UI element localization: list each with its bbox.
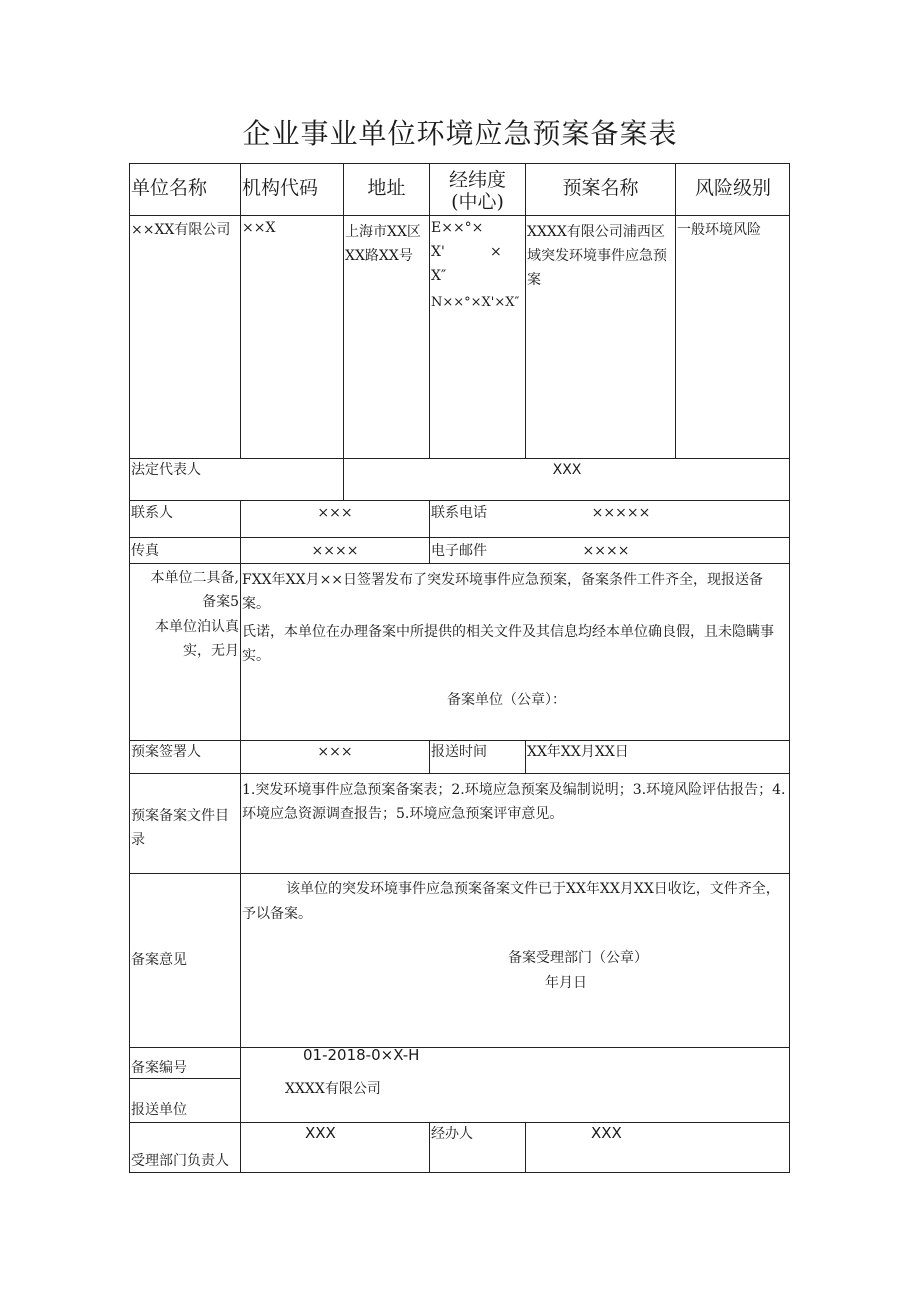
longitude-part: X' [431, 244, 445, 260]
row-line [129, 458, 790, 459]
email-value: ×××× [582, 543, 630, 559]
signer-label: 预案签署人 [131, 744, 201, 760]
accepting-dept-seal: 备案受理部门（公章） [508, 950, 648, 966]
row-line [129, 873, 790, 874]
header-risk-level: 风险级别 [694, 177, 771, 199]
filing-form-table [129, 163, 790, 1173]
declaration-paragraph: FXX年XX月××日签署发布了突发环境事件应急预案，备案条件工件齐全，现报送备案。 [242, 572, 764, 612]
longitude-part: × [490, 244, 502, 260]
row-line [129, 1078, 240, 1079]
col-line [343, 163, 344, 500]
col-line [429, 740, 430, 773]
phone-value: ××××× [591, 505, 651, 521]
header-latlng-center: (中心) [451, 191, 504, 213]
submit-time-label: 报送时间 [431, 744, 487, 760]
legal-rep-label: 法定代表人 [131, 462, 201, 478]
plan-name-value: XXXX有限公司浦西区域突发环境事件应急预案 [527, 224, 667, 288]
col-line [429, 500, 430, 563]
latitude-value: N××°×X'×X″ [431, 295, 520, 310]
form-title: 企业事业单位环境应急预案备案表 [242, 117, 678, 150]
declaration-label-line: 实，无月 [183, 643, 239, 659]
fax-label: 传真 [131, 543, 159, 559]
header-plan-name: 预案名称 [562, 177, 639, 199]
unit-name-value: ××XX有限公司 [131, 222, 231, 238]
contact-label: 联系人 [131, 505, 173, 521]
longitude-part: E××°× [431, 220, 484, 236]
submit-unit-value: XXXX有限公司 [285, 1081, 381, 1097]
header-org-code: 机构代码 [242, 177, 319, 199]
submit-time-value: XX年XX月XX日 [527, 744, 629, 760]
risk-level-value: 一般环境风险 [677, 222, 761, 238]
record-no-label: 备案编号 [131, 1060, 187, 1076]
opinion-label: 备案意见 [131, 952, 187, 968]
header-latlng: 经纬度 [448, 169, 506, 191]
phone-label: 联系电话 [431, 505, 487, 521]
dept-head-label: 受理部门负责人 [131, 1153, 229, 1169]
declaration-label-line: 本单位泊认真 [155, 619, 239, 635]
org-code-value: ××X [242, 220, 276, 236]
row-line [129, 215, 790, 216]
row-line [129, 1047, 790, 1048]
row-line [129, 740, 790, 741]
dept-head-value: XXX [305, 1124, 336, 1142]
handler-label: 经办人 [431, 1126, 473, 1142]
handler-value: XXX [591, 1124, 622, 1142]
filing-unit-seal: 备案单位（公章）： [447, 692, 566, 708]
col-line [525, 163, 526, 458]
row-line [129, 1122, 790, 1123]
opinion-text: 该单位的突发环境事件应急预案备案文件已于XX年XX月XX日收讫，文件齐全，予以备案。 [242, 881, 780, 922]
address-value: 上海市XX区XX路XX号 [345, 224, 421, 264]
longitude-part: X″ [431, 268, 447, 284]
col-line [240, 1122, 241, 1173]
record-no-value: 01-2018-0×X-H [303, 1046, 420, 1064]
header-unit-name: 单位名称 [131, 177, 208, 199]
fax-value: ×××× [311, 543, 359, 559]
file-list-label: 预案备案文件目录 [131, 808, 229, 848]
email-label: 电子邮件 [431, 543, 487, 559]
contact-value: ××× [317, 505, 353, 521]
row-line [129, 500, 790, 501]
file-list-text: 1.突发环境事件应急预案备案表；2.环境应急预案及编制说明；3.环境风险评估报告；4.环境应急资源调查报告；5.环境应急预案评审意见。 [242, 782, 786, 822]
header-address: 地址 [367, 177, 406, 199]
opinion-date: 年月日 [545, 975, 587, 991]
declaration-label-line: 备案5 [202, 594, 239, 610]
submit-unit-label: 报送单位 [131, 1102, 187, 1118]
col-line [240, 163, 241, 458]
col-line [429, 1122, 430, 1173]
commitment-paragraph: 氏诺，本单位在办理备案中所提供的相关文件及其信息均经本单位确良假，且未隐瞒事实。 [242, 624, 774, 664]
declaration-label-line: 本单位二具备, [150, 570, 239, 586]
col-line [240, 500, 241, 1122]
row-line [129, 773, 790, 774]
col-line [675, 163, 676, 458]
col-line [525, 1122, 526, 1173]
signer-value: ××× [317, 744, 353, 760]
legal-rep-value: XXX [552, 462, 582, 478]
row-line [129, 563, 790, 564]
col-line [525, 740, 526, 773]
row-line [129, 537, 790, 538]
